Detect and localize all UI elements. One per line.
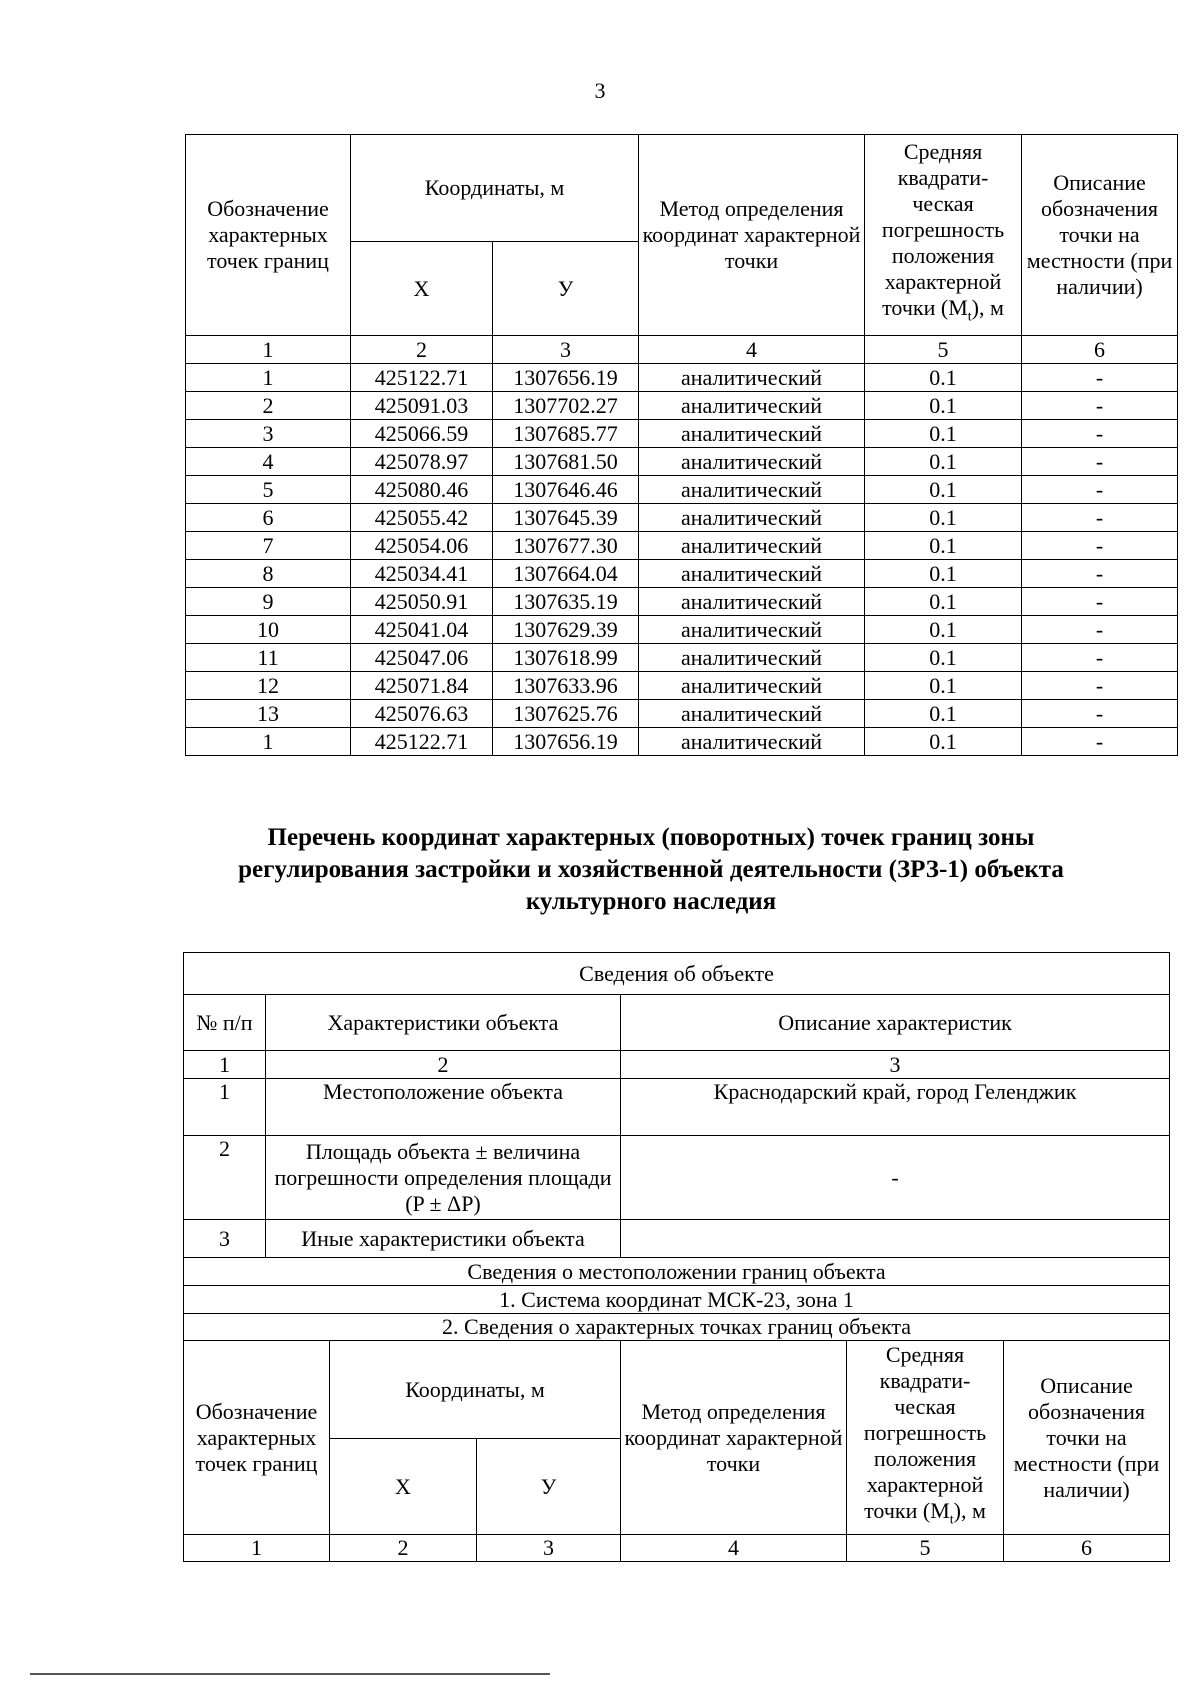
points-title: 2. Сведения о характерных точках границ объекта — [184, 1314, 1170, 1341]
point-number: 1 — [186, 728, 351, 756]
coord-y: 1307618.99 — [493, 644, 639, 672]
point-number: 6 — [186, 504, 351, 532]
point-number: 11 — [186, 644, 351, 672]
coord-y: 1307677.30 — [493, 532, 639, 560]
point-number: 7 — [186, 532, 351, 560]
mean-error: 0.1 — [865, 504, 1022, 532]
column-number: 1 — [184, 1535, 330, 1562]
mean-error: 0.1 — [865, 420, 1022, 448]
header-description: Описание обозначения точки на местности (при наличии) — [1004, 1341, 1170, 1535]
point-number: 13 — [186, 700, 351, 728]
method: аналитический — [639, 588, 865, 616]
coord-x: 425071.84 — [351, 672, 493, 700]
method: аналитический — [639, 700, 865, 728]
header-error-end: ), м — [971, 295, 1004, 321]
column-number: 3 — [477, 1535, 621, 1562]
characteristic-name: Площадь объекта ± величина погрешности определения площади (P ± ΔP) — [266, 1136, 621, 1220]
coord-y: 1307645.39 — [493, 504, 639, 532]
coord-x: 425091.03 — [351, 392, 493, 420]
header-error-line2: ческая погрешность положения характерной точки (M — [863, 1393, 987, 1523]
coord-x: 425066.59 — [351, 420, 493, 448]
point-description: - — [1022, 644, 1178, 672]
header-coordinates: Координаты, м — [330, 1341, 621, 1439]
table-row — [186, 476, 1178, 504]
coord-y: 1307685.77 — [493, 420, 639, 448]
point-description: - — [1022, 532, 1178, 560]
point-number: 4 — [186, 448, 351, 476]
table-row — [186, 616, 1178, 644]
row-number: 3 — [184, 1220, 266, 1258]
table-row — [186, 532, 1178, 560]
mean-error: 0.1 — [865, 364, 1022, 392]
coord-y: 1307664.04 — [493, 560, 639, 588]
point-description: - — [1022, 616, 1178, 644]
col-no-header: № п/п — [184, 995, 266, 1051]
footer-divider — [30, 1673, 550, 1675]
table-row — [186, 392, 1178, 420]
method: аналитический — [639, 476, 865, 504]
table-row — [186, 588, 1178, 616]
column-number: 2 — [266, 1051, 621, 1079]
coord-y: 1307635.19 — [493, 588, 639, 616]
header-y: У — [477, 1439, 621, 1535]
point-description: - — [1022, 588, 1178, 616]
column-number: 6 — [1004, 1535, 1170, 1562]
mean-error: 0.1 — [865, 728, 1022, 756]
header-error — [865, 135, 1022, 336]
characteristic-name: Иные характеристики объекта — [266, 1220, 621, 1258]
section-heading: Перечень координат характерных (поворотных) точек границ зоны регулирования застройки и хозяйственной деятельности (ЗРЗ-1) объекта культурного наследия — [238, 824, 1064, 915]
coord-x: 425076.63 — [351, 700, 493, 728]
row-number: 1 — [184, 1079, 266, 1136]
coord-x: 425122.71 — [351, 364, 493, 392]
header-description: Описание обозначения точки на местности (при наличии) — [1022, 135, 1178, 336]
point-number: 10 — [186, 616, 351, 644]
characteristic-value: - — [621, 1136, 1170, 1220]
coord-x: 425041.04 — [351, 616, 493, 644]
table-row — [186, 364, 1178, 392]
coord-x: 425050.91 — [351, 588, 493, 616]
column-number: 4 — [621, 1535, 847, 1562]
characteristic-value — [621, 1220, 1170, 1258]
coord-y: 1307656.19 — [493, 728, 639, 756]
header-error-end: ), м — [953, 1497, 986, 1523]
point-number: 5 — [186, 476, 351, 504]
method: аналитический — [639, 560, 865, 588]
column-number: 2 — [351, 336, 493, 364]
page-number: 3 — [594, 78, 606, 103]
coord-x: 425047.06 — [351, 644, 493, 672]
coord-x: 425080.46 — [351, 476, 493, 504]
table-row — [186, 504, 1178, 532]
col-desc-header: Описание характеристик — [621, 995, 1170, 1051]
coord-y: 1307681.50 — [493, 448, 639, 476]
coord-y: 1307656.19 — [493, 364, 639, 392]
column-number: 1 — [186, 336, 351, 364]
table-row — [186, 448, 1178, 476]
column-number: 4 — [639, 336, 865, 364]
point-description: - — [1022, 672, 1178, 700]
table-row — [186, 420, 1178, 448]
coordinate-system: 1. Система координат МСК-23, зона 1 — [184, 1286, 1170, 1314]
coord-x: 425034.41 — [351, 560, 493, 588]
method: аналитический — [639, 420, 865, 448]
coord-x: 425078.97 — [351, 448, 493, 476]
header-y: У — [493, 242, 639, 336]
coord-x: 425054.06 — [351, 532, 493, 560]
header-error-sub: t — [967, 309, 972, 325]
coord-y: 1307646.46 — [493, 476, 639, 504]
method: аналитический — [639, 672, 865, 700]
header-x: X — [330, 1439, 477, 1535]
coord-x: 425055.42 — [351, 504, 493, 532]
header-error-line2: ческая погрешность положения характерной точки (M — [881, 191, 1005, 321]
characteristic-value: Краснодарский край, город Геленджик — [621, 1079, 1170, 1136]
mean-error: 0.1 — [865, 560, 1022, 588]
mean-error: 0.1 — [865, 532, 1022, 560]
header-error-line1: Средняя квадрати- — [897, 139, 989, 191]
column-number: 3 — [493, 336, 639, 364]
header-error — [847, 1341, 1004, 1535]
method: аналитический — [639, 616, 865, 644]
mean-error: 0.1 — [865, 616, 1022, 644]
characteristic-name: Местоположение объекта — [266, 1079, 621, 1136]
header-coordinates: Координаты, м — [351, 135, 639, 242]
point-description: - — [1022, 392, 1178, 420]
point-number: 2 — [186, 392, 351, 420]
header-point-label: Обозначение характерных точек границ — [186, 135, 351, 336]
coord-y: 1307702.27 — [493, 392, 639, 420]
point-number: 9 — [186, 588, 351, 616]
column-number: 3 — [621, 1051, 1170, 1079]
point-description: - — [1022, 560, 1178, 588]
mean-error: 0.1 — [865, 476, 1022, 504]
method: аналитический — [639, 448, 865, 476]
header-x: X — [351, 242, 493, 336]
point-number: 8 — [186, 560, 351, 588]
header-error-sub: t — [949, 1512, 954, 1528]
point-description: - — [1022, 728, 1178, 756]
point-description: - — [1022, 448, 1178, 476]
header-error-line1: Средняя квадрати- — [879, 1341, 971, 1393]
coord-y: 1307625.76 — [493, 700, 639, 728]
header-point-label: Обозначение характерных точек границ — [184, 1341, 330, 1535]
point-number: 3 — [186, 420, 351, 448]
column-number: 5 — [847, 1535, 1004, 1562]
mean-error: 0.1 — [865, 672, 1022, 700]
method: аналитический — [639, 532, 865, 560]
method: аналитический — [639, 364, 865, 392]
column-number: 6 — [1022, 336, 1178, 364]
mean-error: 0.1 — [865, 588, 1022, 616]
table-row — [186, 644, 1178, 672]
column-number: 5 — [865, 336, 1022, 364]
coord-y: 1307629.39 — [493, 616, 639, 644]
table-row — [186, 672, 1178, 700]
coord-x: 425122.71 — [351, 728, 493, 756]
header-method: Метод определения координат характерной точки — [621, 1341, 847, 1535]
point-description: - — [1022, 700, 1178, 728]
table-row — [186, 560, 1178, 588]
method: аналитический — [639, 644, 865, 672]
row-number: 2 — [184, 1136, 266, 1220]
object-info-table — [183, 952, 1170, 1562]
point-number: 12 — [186, 672, 351, 700]
method: аналитический — [639, 728, 865, 756]
col-char-header: Характеристики объекта — [266, 995, 621, 1051]
table-row — [186, 728, 1178, 756]
column-number: 2 — [330, 1535, 477, 1562]
header-method: Метод определения координат характерной точки — [639, 135, 865, 336]
mean-error: 0.1 — [865, 644, 1022, 672]
location-title: Сведения о местоположении границ объекта — [184, 1258, 1170, 1286]
point-number: 1 — [186, 364, 351, 392]
object-info-title: Сведения об объекте — [184, 953, 1170, 995]
mean-error: 0.1 — [865, 392, 1022, 420]
method: аналитический — [639, 392, 865, 420]
point-description: - — [1022, 420, 1178, 448]
method: аналитический — [639, 504, 865, 532]
point-description: - — [1022, 504, 1178, 532]
point-description: - — [1022, 364, 1178, 392]
coordinates-table-1 — [185, 134, 1178, 756]
coord-y: 1307633.96 — [493, 672, 639, 700]
mean-error: 0.1 — [865, 448, 1022, 476]
table-row — [186, 700, 1178, 728]
column-number: 1 — [184, 1051, 266, 1079]
mean-error: 0.1 — [865, 700, 1022, 728]
point-description: - — [1022, 476, 1178, 504]
